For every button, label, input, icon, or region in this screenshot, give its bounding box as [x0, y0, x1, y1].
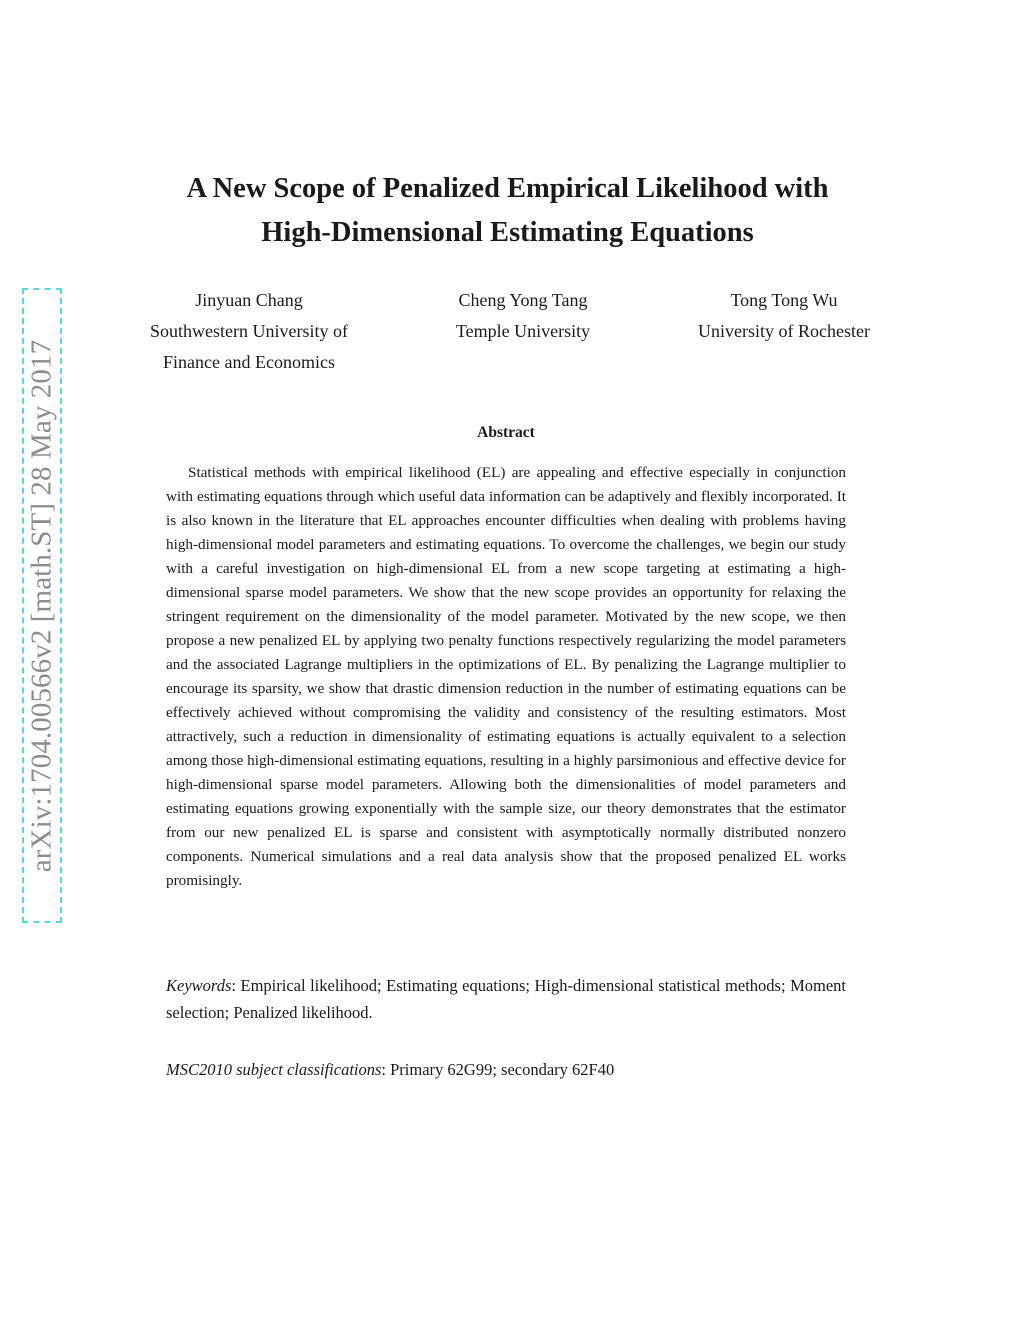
paper-title	[110, 167, 905, 255]
abstract-text: Statistical methods with empirical likelihood (EL) are appealing and effective especially in conjunction with estimating equations through which useful data information can be adaptively and flexibly incorporated. It is also known in the literature that EL approaches encounter difficulties when dealing with problems having high-dimensional model parameters and estimating equations. To overcome the challenges, we begin our study with a careful investigation on high-dimensional EL from a new scope targeting at estimating a high-dimensional sparse model parameters. We show that the new scope provides an opportunity for relaxing the stringent requirement on the dimensionality of the model parameter. Motivated by the new scope, we then propose a new penalized EL by applying two penalty functions respectively regularizing the model parameters and the associated Lagrange multipliers in the optimizations of EL. By penalizing the Lagrange multiplier to encourage its sparsity, we show that drastic dimension reduction in the number of estimating equations can be effectively achieved without compromising the validity and consistency of the resulting estimators. Most attractively, such a reduction in dimensionality of estimating equations is actually equivalent to a selection among those high-dimensional estimating equations, resulting in a highly parsimonious and effective device for high-dimensional sparse model parameters. Allowing both the dimensionalities of model parameters and estimating equations growing exponentially with the sample size, our theory demonstrates that the estimator from our new penalized EL is sparse and consistent with asymptotically normally distributed nonzero components. Numerical simulations and a real data analysis show that the proposed penalized EL works promisingly.	[166, 464, 846, 889]
msc-label: MSC2010 subject classifications	[166, 1060, 382, 1079]
title-line-1: A New Scope of Penalized Empirical Likelihood with	[186, 173, 829, 204]
author-affiliation: University of Rochester	[698, 321, 870, 341]
author-affiliation: Southwestern University of	[150, 321, 348, 341]
author-block	[150, 285, 870, 378]
author-name: Cheng Yong Tang	[458, 290, 588, 310]
keywords-text: : Empirical likelihood; Estimating equations; High-dimensional statistical methods; Moment selection; Penalized likelihood.	[166, 976, 846, 1022]
keywords-label: Keywords	[166, 976, 232, 995]
arxiv-stamp	[22, 288, 62, 923]
msc-text: : Primary 62G99; secondary 62F40	[381, 1060, 615, 1079]
abstract-heading: Abstract	[477, 424, 535, 441]
author-affiliation: Finance and Economics	[163, 352, 335, 372]
arxiv-identifier: arXiv:1704.00566v2 [math.ST] 28 May 2017	[25, 339, 58, 872]
msc-classification	[166, 1056, 846, 1083]
author-affiliation: Temple University	[455, 321, 591, 341]
author-2	[456, 285, 590, 378]
author-name: Tong Tong Wu	[730, 290, 838, 310]
author-1	[150, 285, 348, 378]
title-line-2: High-Dimensional Estimating Equations	[261, 217, 754, 248]
author-name: Jinyuan Chang	[195, 290, 303, 310]
keywords	[166, 972, 846, 1026]
author-3	[698, 285, 870, 378]
